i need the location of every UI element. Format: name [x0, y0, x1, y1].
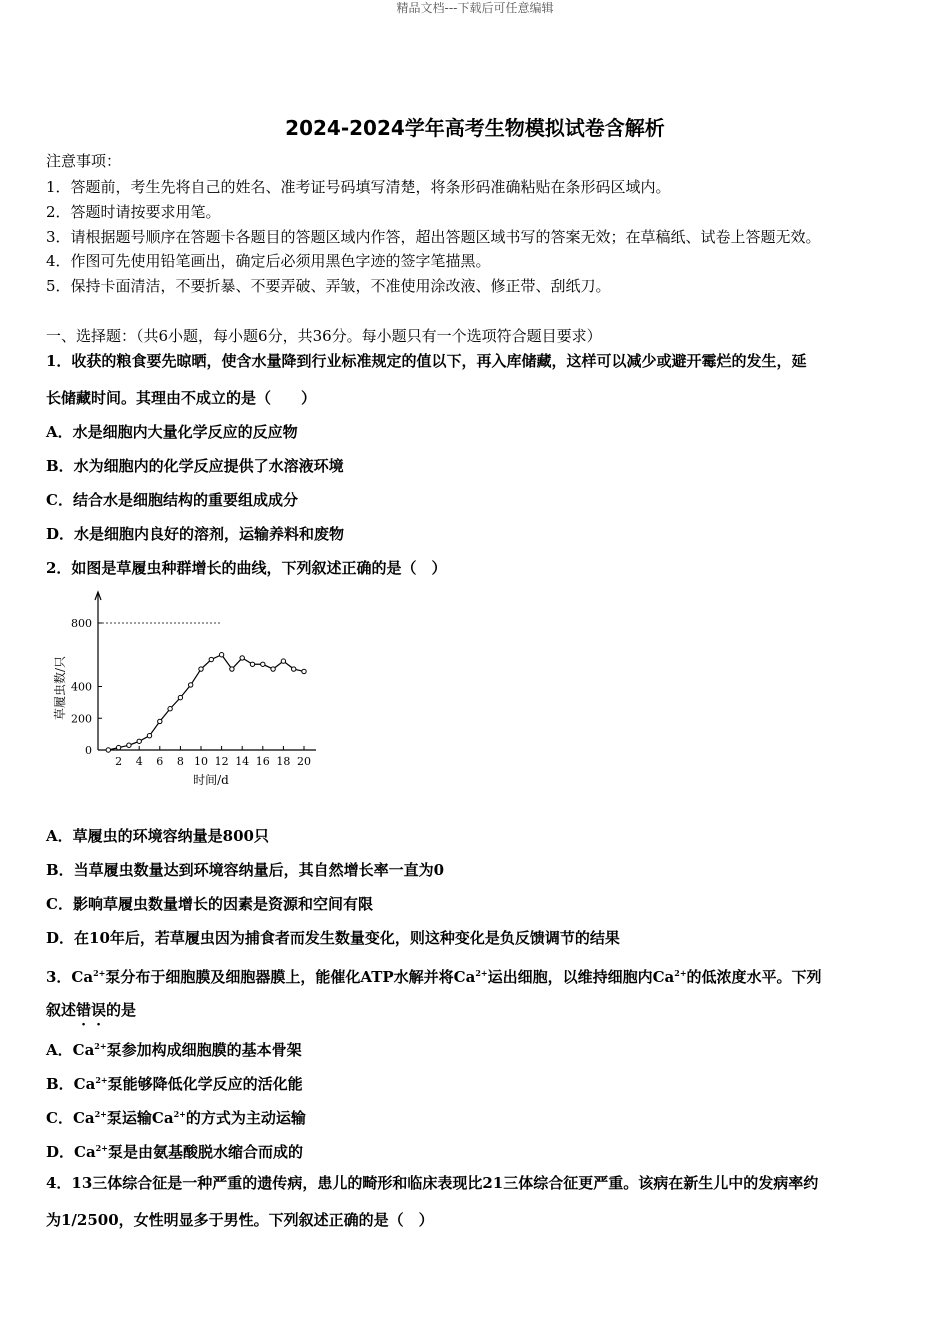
q1-option-a: A．水是细胞内大量化学反应的反应物: [46, 423, 298, 441]
y-tick-label: 0: [85, 744, 92, 757]
data-point: [271, 667, 275, 671]
x-tick-label: 16: [255, 755, 270, 768]
y-tick-label: 400: [71, 680, 92, 694]
data-point: [250, 662, 254, 666]
data-point: [116, 745, 120, 749]
data-point: [106, 748, 110, 752]
emphasis-char: 错: [76, 1001, 92, 1019]
data-point: [137, 739, 141, 743]
q4-stem-line1: 4．13三体综合征是一种严重的遗传病，患儿的畸形和临床表现比21三体综合征更严重。该病在新生儿中的发病率约: [46, 1174, 819, 1192]
q3-stem-line2: 叙述错误的是: [46, 1001, 137, 1019]
y-tick-label: 800: [71, 617, 92, 630]
data-point: [302, 669, 306, 673]
data-point: [261, 662, 265, 666]
y-tick-label: 200: [71, 712, 92, 726]
notice-item-2: 2．答题时请按要求用笔。: [46, 203, 221, 221]
x-tick-label: 10: [194, 755, 208, 768]
notice-item-1: 1．答题前，考生先将自己的姓名、准考证号码填写清楚，将条形码准确粘贴在条形码区域内。: [46, 178, 671, 196]
page-title: 2024-2024学年高考生物模拟试卷含解析: [285, 116, 665, 140]
data-point: [199, 667, 203, 671]
q2-option-d: D．在10年后，若草履虫因为捕食者而发生数量变化，则这种变化是负反馈调节的结果: [46, 929, 620, 947]
q3-option-a: A．$Ca^{2+}$泵参加构成细胞膜的基本骨架: [46, 1041, 302, 1059]
notice-heading: 注意事项：: [46, 152, 122, 170]
q2-stem: 2．如图是草履虫种群增长的曲线，下列叙述正确的是（ ）: [46, 559, 447, 577]
data-point: [189, 683, 193, 687]
notice-item-4: 4．作图可先使用铅笔画出，确定后必须用黑色字迹的签字笔描黑。: [46, 252, 491, 270]
notice-item-3: 3．请根据题号顺序在答题卡各题目的答题区域内作答，超出答题区域书写的答案无效；在草稿纸、试卷上答题无效。: [46, 228, 821, 246]
data-point: [281, 659, 285, 663]
x-tick-label: 8: [176, 755, 184, 768]
q3-option-d: D．$Ca^{2+}$泵是由氨基酸脱水缩合而成的: [46, 1143, 303, 1161]
q3-option-c: C．$Ca^{2+}$泵运输$Ca^{2+}$的方式为主动运输: [46, 1109, 306, 1127]
data-point: [240, 656, 244, 660]
notice-item-5: 5．保持卡面清洁，不要折暴、不要弄破、弄皱，不准使用涂改液、修正带、刮纸刀。: [46, 277, 611, 295]
q4-stem-line2: 为1/2500，女性明显多于男性。下列叙述正确的是（ ）: [46, 1211, 434, 1229]
data-point: [292, 667, 296, 671]
emphasis-char: 误: [91, 1001, 107, 1019]
data-point: [209, 657, 213, 661]
q2-option-b: B．当草履虫数量达到环境容纳量后，其自然增长率一直为0: [46, 861, 445, 879]
q2-option-a: A．草履虫的环境容纳量是800只: [46, 827, 269, 845]
data-point: [147, 734, 151, 738]
data-point: [230, 667, 234, 671]
x-tick-label: 2: [115, 755, 123, 768]
y-axis-label: 草履虫数/只: [53, 655, 67, 721]
q1-stem-line2: 长储藏时间。其理由不成立的是（ ）: [46, 389, 317, 407]
q2-option-c: C．影响草履虫数量增长的因素是资源和空间有限: [46, 895, 373, 913]
x-tick-label: 12: [214, 755, 229, 768]
x-tick-label: 4: [135, 755, 143, 768]
section-heading: 一、选择题：（共6小题，每小题6分，共36分。每小题只有一个选项符合题目要求）: [46, 327, 602, 345]
data-point: [127, 743, 131, 747]
q3-option-b: B．$Ca^{2+}$泵能够降低化学反应的活化能: [46, 1075, 303, 1093]
x-tick-label: 6: [156, 755, 164, 768]
data-point: [219, 653, 223, 657]
q1-option-c: C．结合水是细胞结构的重要组成成分: [46, 491, 298, 509]
x-axis-label: 时间/d: [193, 773, 229, 787]
q1-option-b: B．水为细胞内的化学反应提供了水溶液环境: [46, 457, 344, 475]
q1-option-d: D．水是细胞内良好的溶剂，运输养料和废物: [46, 525, 345, 543]
data-point: [168, 707, 172, 711]
data-point: [158, 719, 162, 723]
x-tick-label: 14: [235, 755, 250, 768]
page-header: 精品文档---下载后可任意编辑: [396, 1, 554, 15]
q1-stem-line1: 1．收获的粮食要先晾晒，使含水量降到行业标准规定的值以下，再入库储藏，这样可以减少或避开霉烂的发生，延: [46, 352, 807, 370]
data-point: [178, 695, 182, 699]
population-growth-chart: [46, 588, 336, 798]
q3-stem-line1: 3．$Ca^{2+}$泵分布于细胞膜及细胞器膜上，能催化ATP水解并将$Ca^{2+}$运出细胞，以维持细胞内$Ca^{2+}$的低浓度水平。下列: [46, 968, 822, 986]
x-tick-label: 20: [297, 755, 311, 768]
x-tick-label: 18: [276, 755, 291, 768]
